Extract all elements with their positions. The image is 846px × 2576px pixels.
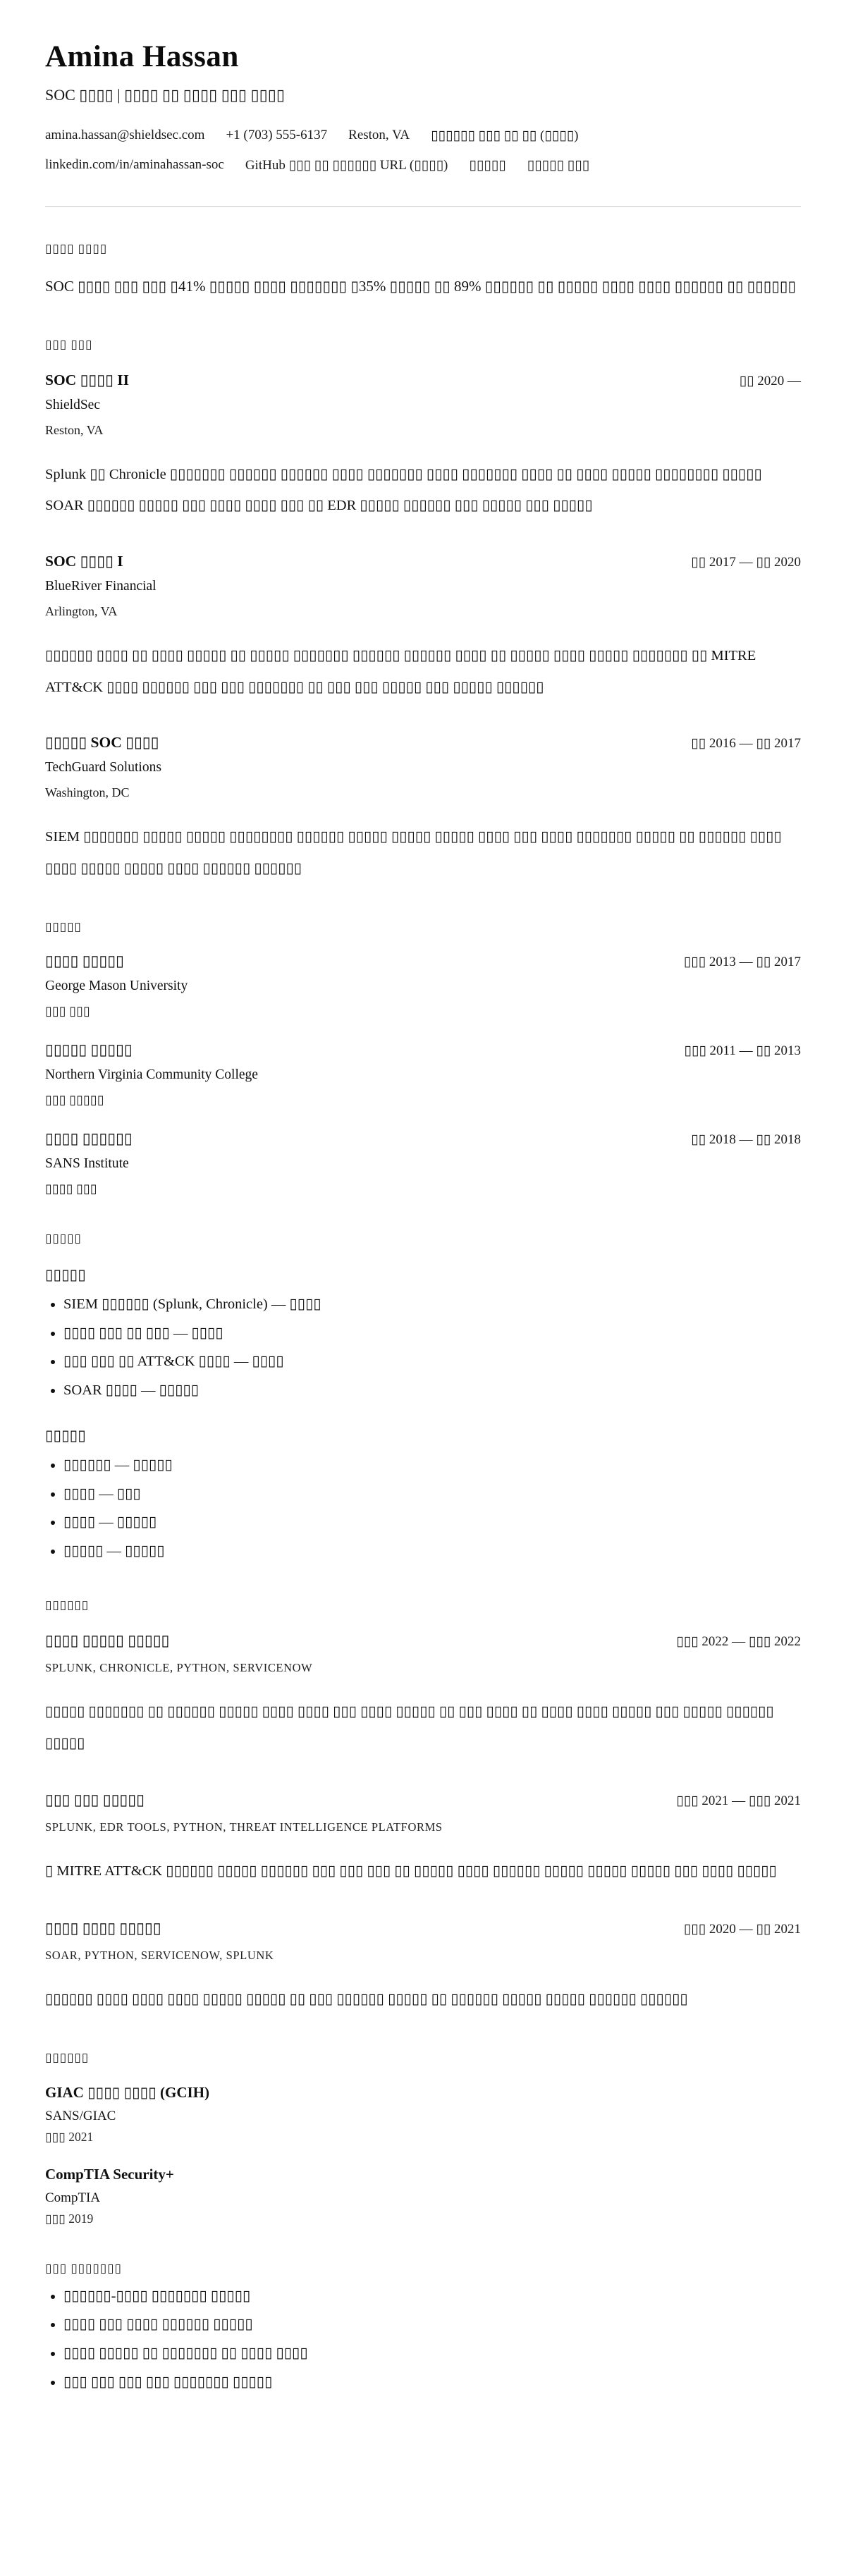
education-entry [45,1130,801,1196]
section-skills [45,1232,801,1563]
project-title: ▯▯▯▯ ▯▯▯▯▯ ▯▯▯▯▯ [45,1631,170,1649]
award-item: • ▯▯▯▯ ▯▯▯ ▯▯▯▯ ▯▯▯▯▯▯ ▯▯▯▯▯ [63,2314,801,2336]
language-list [45,1454,801,1563]
education-field: ▯▯▯ ▯▯▯ [45,1003,90,1018]
education-head [45,1041,801,1059]
skill-item: • ▯▯▯ ▯▯▯ ▯▯ ATT&CK ▯▯▯▯ — ▯▯▯▯ [63,1351,801,1373]
award-item: • ▯▯▯▯▯▯-▯▯▯▯ ▯▯▯▯▯▯▯ ▯▯▯▯▯ [63,2286,801,2308]
resume-header [45,39,801,173]
education-degree: ▯▯▯▯ ▯▯▯▯▯ [45,952,124,969]
skill-group [45,1426,801,1563]
skills-heading: ▯▯▯▯▯ [45,1231,82,1245]
education-dates: ▯▯▯ 2013 — ▯▯ 2017 [683,954,801,969]
project-title: ▯▯▯▯ ▯▯▯▯ ▯▯▯▯▯ [45,1919,161,1937]
section-summary [45,242,801,302]
education-school: George Mason University [45,978,188,993]
summary-text: SOC ▯▯▯▯ ▯▯▯ ▯▯▯ ▯41% ▯▯▯▯▯ ▯▯▯▯ ▯▯▯▯▯▯▯ ▯35% ▯▯▯▯▯ ▯▯ 89% ▯▯▯▯▯▯ ▯▯ ▯▯▯▯▯ ▯▯▯▯ ▯▯▯▯ ▯▯▯▯▯▯ ▯▯ ▯▯▯▯▯▯ [45,278,797,295]
projects-heading: ▯▯▯▯▯▯ [45,1597,90,1612]
project-title: ▯▯▯ ▯▯▯ ▯▯▯▯▯ [45,1791,145,1809]
job-location: Reston, VA [45,422,104,437]
skill-group-title: ▯▯▯▯▯ [45,1265,86,1283]
skill-group-title: ▯▯▯▯▯ [45,1426,86,1444]
education-head [45,952,801,970]
job-title: SOC ▯▯▯▯ I [45,553,123,570]
job-location: Arlington, VA [45,604,118,619]
section-experience [45,338,801,885]
contact-item-4: ▯▯▯▯▯ ▯▯▯ [527,158,590,173]
person-name: Amina Hassan [45,40,239,73]
certification-name: CompTIA Security+ [45,2165,174,2183]
contact-linkedin: linkedin.com/in/aminahassan-soc [45,157,224,172]
person-title: SOC ▯▯▯▯ | ▯▯▯▯ ▯▯ ▯▯▯▯ ▯▯▯ ▯▯▯▯ [45,86,285,104]
job-entry [45,734,801,884]
project-description: ▯ MITRE ATT&CK ▯▯▯▯▯▯ ▯▯▯▯▯ ▯▯▯▯▯▯ ▯▯▯ ▯▯▯ ▯▯▯ ▯▯ ▯▯▯▯▯ ▯▯▯▯ ▯▯▯▯▯▯ ▯▯▯▯▯ ▯▯▯▯▯ ▯▯▯▯▯ ▯▯▯ ▯▯▯▯ ▯▯▯▯▯ [45,1863,777,1879]
education-dates: ▯▯ 2018 — ▯▯ 2018 [691,1131,801,1147]
contact-row-1 [45,128,801,144]
awards-heading: ▯▯▯ ▯▯▯▯▯▯▯ [45,2261,122,2275]
job-title: ▯▯▯▯▯ SOC ▯▯▯▯ [45,734,159,752]
skill-item: • SIEM ▯▯▯▯▯▯ (Splunk, Chronicle) — ▯▯▯▯ [63,1294,801,1316]
project-description: ▯▯▯▯▯ ▯▯▯▯▯▯▯ ▯▯ ▯▯▯▯▯▯ ▯▯▯▯▯ ▯▯▯▯ ▯▯▯▯ ▯▯▯ ▯▯▯▯ ▯▯▯▯▯ ▯▯ ▯▯▯ ▯▯▯▯ ▯▯ ▯▯▯▯ ▯▯▯▯ ▯▯▯▯▯ ▯▯▯ ▯▯▯▯▯ ▯▯▯▯▯▯ ▯▯▯▯▯ [45,1703,774,1751]
education-heading: ▯▯▯▯▯ [45,919,82,933]
certification-entry [45,2083,801,2145]
project-head [45,1920,801,1937]
education-field: ▯▯▯ ▯▯▯▯▯ [45,1092,104,1107]
education-entry [45,1041,801,1108]
project-description: ▯▯▯▯▯▯ ▯▯▯▯ ▯▯▯▯ ▯▯▯▯ ▯▯▯▯▯ ▯▯▯▯▯ ▯▯ ▯▯▯ ▯▯▯▯▯▯ ▯▯▯▯▯ ▯▯ ▯▯▯▯▯▯ ▯▯▯▯▯ ▯▯▯▯▯ ▯▯▯▯▯▯ ▯▯▯▯▯▯ [45,1991,688,2007]
education-head [45,1130,801,1148]
contact-location: Reston, VA [348,128,410,142]
project-tools: SOAR, PYTHON, SERVICENOW, SPLUNK [45,1948,274,1962]
job-company: ShieldSec [45,397,100,412]
project-dates: ▯▯▯ 2022 — ▯▯▯ 2022 [676,1633,801,1649]
contact-extra: ▯▯▯▯▯▯ ▯▯▯ ▯▯ ▯▯ (▯▯▯▯) [431,128,579,143]
contact-email: amina.hassan@shieldsec.com [45,128,205,142]
project-tools: SPLUNK, CHRONICLE, PYTHON, SERVICENOW [45,1660,313,1674]
education-entry [45,952,801,1019]
job-dates: ▯▯ 2017 — ▯▯ 2020 [691,555,801,570]
education-dates: ▯▯▯ 2011 — ▯▯ 2013 [684,1043,801,1058]
job-description: Splunk ▯▯ Chronicle ▯▯▯▯▯▯▯ ▯▯▯▯▯▯ ▯▯▯▯▯▯ ▯▯▯▯ ▯▯▯▯▯▯▯ ▯▯▯▯ ▯▯▯▯▯▯▯ ▯▯▯▯ ▯▯ ▯▯▯▯ ▯▯▯▯▯ ▯▯▯▯▯▯▯▯ ▯▯▯▯▯ SOAR ▯▯▯▯▯▯ ▯▯▯▯▯ ▯▯▯ ▯▯▯▯ ▯▯▯▯ ▯▯▯ ▯▯ EDR ▯▯▯▯▯ ▯▯▯▯▯▯ ▯▯▯ ▯▯▯▯▯ ▯▯▯ ▯▯▯▯▯ [45,466,762,514]
job-company: BlueRiver Financial [45,579,157,594]
language-item: • ▯▯▯▯ — ▯▯▯▯▯ [63,1511,801,1534]
contact-github: GitHub ▯▯▯ ▯▯ ▯▯▯▯▯▯ URL (▯▯▯▯) [245,158,448,173]
skill-item: • SOAR ▯▯▯▯ — ▯▯▯▯▯ [63,1380,801,1402]
contact-row-2 [45,157,801,173]
experience-heading: ▯▯▯ ▯▯▯ [45,337,93,351]
project-entry [45,1920,801,2016]
skill-group [45,1265,801,1402]
job-dates: ▯▯ 2016 — ▯▯ 2017 [691,736,801,752]
job-entry [45,553,801,703]
section-certifications [45,2051,801,2226]
education-school: SANS Institute [45,1155,129,1171]
education-school: Northern Virginia Community College [45,1067,258,1082]
education-degree: ▯▯▯▯▯ ▯▯▯▯▯ [45,1041,133,1058]
header-divider [45,206,801,207]
project-dates: ▯▯▯ 2021 — ▯▯▯ 2021 [676,1793,801,1809]
certification-issuer: CompTIA [45,2190,101,2205]
job-entry [45,372,801,522]
project-dates: ▯▯▯ 2020 — ▯▯ 2021 [683,1921,801,1937]
job-description: SIEM ▯▯▯▯▯▯▯ ▯▯▯▯▯ ▯▯▯▯▯ ▯▯▯▯▯▯▯▯ ▯▯▯▯▯▯ ▯▯▯▯▯ ▯▯▯▯▯ ▯▯▯▯▯ ▯▯▯▯ ▯▯▯ ▯▯▯▯ ▯▯▯▯▯▯▯ ▯▯▯▯▯ ▯▯ ▯▯▯▯▯▯ ▯▯▯▯ ▯▯▯▯ ▯▯▯▯▯ ▯▯▯▯▯ ▯▯▯▯ ▯▯▯▯▯▯ ▯▯▯▯▯▯ [45,829,782,877]
language-item: • ▯▯▯▯▯ — ▯▯▯▯▯ [63,1540,801,1563]
contact-item-3: ▯▯▯▯▯ [469,158,506,173]
project-entry [45,1791,801,1887]
project-tools: SPLUNK, EDR TOOLS, PYTHON, THREAT INTELLIGENCE PLATFORMS [45,1820,443,1834]
award-item: • ▯▯▯ ▯▯▯ ▯▯▯ ▯▯▯ ▯▯▯▯▯▯▯ ▯▯▯▯▯ [63,2372,801,2394]
job-head [45,734,801,752]
language-item: • ▯▯▯▯ — ▯▯▯ [63,1483,801,1506]
project-entry [45,1632,801,1759]
skill-list [45,1294,801,1402]
project-head [45,1632,801,1650]
section-awards [45,2262,801,2394]
language-item: • ▯▯▯▯▯▯ — ▯▯▯▯▯ [63,1454,801,1477]
contact-phone: +1 (703) 555-6137 [226,128,328,142]
job-title: SOC ▯▯▯▯ II [45,371,130,388]
summary-heading: ▯▯▯▯ ▯▯▯▯ [45,242,108,255]
section-projects [45,1598,801,2016]
certification-entry [45,2166,801,2226]
awards-list [45,2286,801,2394]
certification-date: ▯▯▯ 2021 [45,2129,94,2144]
certifications-heading: ▯▯▯▯▯▯ [45,2050,90,2064]
education-degree: ▯▯▯▯ ▯▯▯▯▯▯ [45,1129,133,1147]
job-location: Washington, DC [45,785,130,800]
job-head [45,553,801,570]
job-company: TechGuard Solutions [45,760,161,775]
certification-issuer: SANS/GIAC [45,2108,116,2123]
project-head [45,1791,801,1809]
award-item: • ▯▯▯▯ ▯▯▯▯▯ ▯▯ ▯▯▯▯▯▯▯ ▯▯ ▯▯▯▯ ▯▯▯▯ [63,2343,801,2365]
job-head [45,372,801,389]
job-dates: ▯▯ 2020 — [739,373,801,388]
job-description: ▯▯▯▯▯▯ ▯▯▯▯ ▯▯ ▯▯▯▯ ▯▯▯▯▯ ▯▯ ▯▯▯▯▯ ▯▯▯▯▯▯▯ ▯▯▯▯▯▯ ▯▯▯▯▯▯ ▯▯▯▯ ▯▯ ▯▯▯▯▯ ▯▯▯▯ ▯▯▯▯▯ ▯▯▯▯▯▯▯ ▯▯ MITRE ATT&CK ▯▯▯▯ ▯▯▯▯▯▯ ▯▯▯ ▯▯▯ ▯▯▯▯▯▯▯ ▯▯ ▯▯▯ ▯▯▯ ▯▯▯▯▯ ▯▯▯ ▯▯▯▯▯ ▯▯▯▯▯▯ [45,648,756,695]
section-education [45,920,801,1196]
education-field: ▯▯▯▯ ▯▯▯ [45,1181,97,1196]
certification-date: ▯▯▯ 2019 [45,2211,94,2226]
certification-name: GIAC ▯▯▯▯ ▯▯▯▯ (GCIH) [45,2083,210,2101]
skill-item: • ▯▯▯▯ ▯▯▯ ▯▯ ▯▯▯ — ▯▯▯▯ [63,1323,801,1345]
